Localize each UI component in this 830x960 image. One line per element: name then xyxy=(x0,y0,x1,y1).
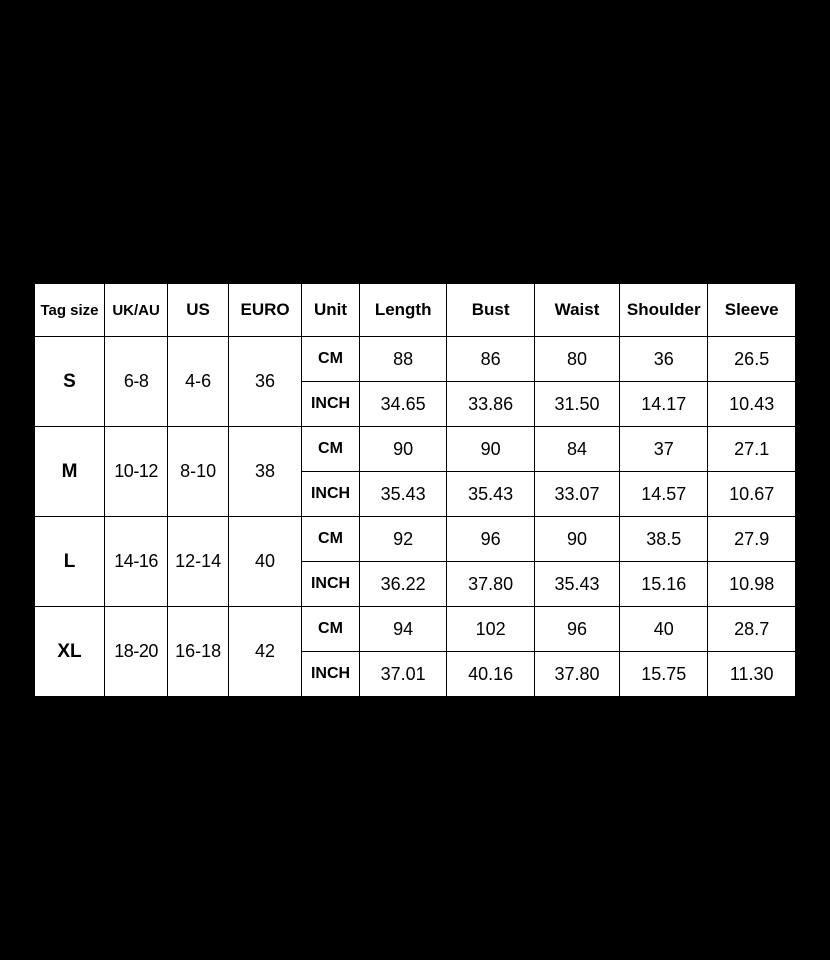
cell-bust: 40.16 xyxy=(447,652,535,697)
column-header-unit: Unit xyxy=(302,284,360,337)
cell-bust: 96 xyxy=(447,517,535,562)
cell-us: 8-10 xyxy=(168,427,229,517)
cell-waist: 35.43 xyxy=(534,562,619,607)
column-header-sleeve: Sleeve xyxy=(708,284,796,337)
cell-shoulder: 15.75 xyxy=(620,652,708,697)
cell-bust: 33.86 xyxy=(447,382,535,427)
cell-uk-au: 14-16 xyxy=(105,517,168,607)
cell-us: 16-18 xyxy=(168,607,229,697)
cell-waist: 84 xyxy=(534,427,619,472)
cell-euro: 40 xyxy=(229,517,302,607)
cell-bust: 86 xyxy=(447,337,535,382)
cell-length: 35.43 xyxy=(359,472,447,517)
size-chart-container xyxy=(34,283,796,684)
cell-waist: 80 xyxy=(534,337,619,382)
cell-waist: 90 xyxy=(534,517,619,562)
cell-waist: 31.50 xyxy=(534,382,619,427)
table-header-row xyxy=(35,284,796,337)
cell-sleeve: 11.30 xyxy=(708,652,796,697)
cell-unit: INCH xyxy=(302,472,360,517)
table-row xyxy=(35,607,796,652)
cell-unit: INCH xyxy=(302,382,360,427)
cell-unit: CM xyxy=(302,607,360,652)
cell-euro: 36 xyxy=(229,337,302,427)
cell-length: 92 xyxy=(359,517,447,562)
cell-unit: INCH xyxy=(302,562,360,607)
cell-length: 37.01 xyxy=(359,652,447,697)
cell-bust: 102 xyxy=(447,607,535,652)
cell-uk-au: 10-12 xyxy=(105,427,168,517)
cell-bust: 90 xyxy=(447,427,535,472)
cell-shoulder: 37 xyxy=(620,427,708,472)
cell-tag-size: XL xyxy=(35,607,105,697)
cell-length: 34.65 xyxy=(359,382,447,427)
cell-unit: CM xyxy=(302,517,360,562)
cell-length: 36.22 xyxy=(359,562,447,607)
cell-sleeve: 10.43 xyxy=(708,382,796,427)
cell-length: 90 xyxy=(359,427,447,472)
table-row xyxy=(35,337,796,382)
cell-length: 88 xyxy=(359,337,447,382)
cell-uk-au: 18-20 xyxy=(105,607,168,697)
cell-shoulder: 14.57 xyxy=(620,472,708,517)
column-header-euro: EURO xyxy=(229,284,302,337)
cell-sleeve: 28.7 xyxy=(708,607,796,652)
size-chart-table xyxy=(34,283,796,697)
cell-unit: INCH xyxy=(302,652,360,697)
column-header-bust: Bust xyxy=(447,284,535,337)
cell-sleeve: 10.67 xyxy=(708,472,796,517)
cell-waist: 37.80 xyxy=(534,652,619,697)
column-header-shoulder: Shoulder xyxy=(620,284,708,337)
cell-waist: 96 xyxy=(534,607,619,652)
cell-us: 4-6 xyxy=(168,337,229,427)
cell-shoulder: 15.16 xyxy=(620,562,708,607)
cell-sleeve: 26.5 xyxy=(708,337,796,382)
table-row xyxy=(35,427,796,472)
cell-tag-size: L xyxy=(35,517,105,607)
cell-tag-size: M xyxy=(35,427,105,517)
table-row xyxy=(35,517,796,562)
cell-tag-size: S xyxy=(35,337,105,427)
column-header-length: Length xyxy=(359,284,447,337)
cell-bust: 35.43 xyxy=(447,472,535,517)
cell-sleeve: 27.9 xyxy=(708,517,796,562)
column-header-uk-au: UK/AU xyxy=(105,284,168,337)
cell-euro: 38 xyxy=(229,427,302,517)
cell-shoulder: 40 xyxy=(620,607,708,652)
column-header-tag-size: Tag size xyxy=(35,284,105,337)
cell-unit: CM xyxy=(302,337,360,382)
column-header-us: US xyxy=(168,284,229,337)
cell-us: 12-14 xyxy=(168,517,229,607)
cell-sleeve: 27.1 xyxy=(708,427,796,472)
cell-shoulder: 38.5 xyxy=(620,517,708,562)
column-header-waist: Waist xyxy=(534,284,619,337)
cell-shoulder: 14.17 xyxy=(620,382,708,427)
cell-uk-au: 6-8 xyxy=(105,337,168,427)
cell-euro: 42 xyxy=(229,607,302,697)
cell-shoulder: 36 xyxy=(620,337,708,382)
cell-bust: 37.80 xyxy=(447,562,535,607)
cell-sleeve: 10.98 xyxy=(708,562,796,607)
cell-unit: CM xyxy=(302,427,360,472)
cell-waist: 33.07 xyxy=(534,472,619,517)
cell-length: 94 xyxy=(359,607,447,652)
